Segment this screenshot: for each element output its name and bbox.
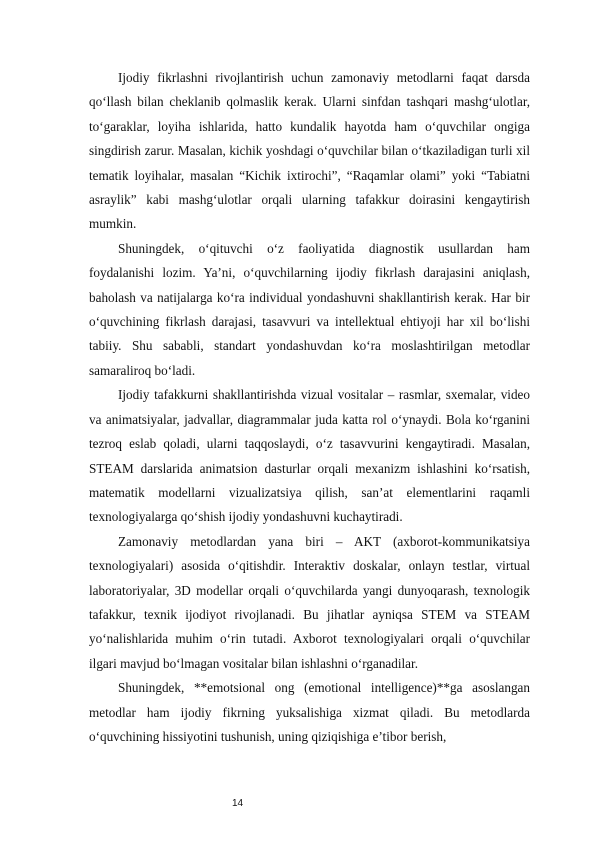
paragraph-1: Ijodiy fikrlashni rivojlantirish uchun zamonaviy metodlarni faqat darsda qo‘llash bilan cheklanib qolmaslik kerak. Ularni sinfdan tashqari mashg‘ulotlar, to‘garaklar, loyiha ishlarida, hatto kundalik hayotda ham o‘quvchilar ongiga singdirish zarur. Masalan, kichik yoshdagi o‘quvchilar bilan o‘tkaziladigan turli xil tematik loyihalar, masalan “Kichik ixtirochi”, “Raqamlar olami” yoki “Tabiatni asraylik” kabi mashg‘ulotlar orqali ularning tafakkur doirasini kengaytirish mumkin. <box>89 70 530 232</box>
paragraph-3: Ijodiy tafakkurni shakllantirishda vizual vositalar – rasmlar, sxemalar, video va animatsiyalar, jadvallar, diagrammalar juda katta rol o‘ynaydi. Bola ko‘rganini tezroq eslab qoladi, ularni taqqoslaydi, o‘z tasavvurini kengaytiradi. Masalan, STEAM darslarida animatsion dasturlar orqali mexanizm ishlashini ko‘rsatish, matematik modellarni vizualizatsiya qilish, san’at elementlarini raqamli texnologiyalarga qo‘shish ijodiy yondashuvni kuchaytiradi. <box>89 387 530 525</box>
paragraph-4: Zamonaviy metodlardan yana biri – AKT (axborot-kommunikatsiya texnologiyalari) asosida o‘qitishdir. Interaktiv doskalar, onlayn testlar, virtual laboratoriyalar, 3D modellar orqali o‘quvchilarda yangi dunyoqarash, texnologik tafakkur, texnik ijodiyot rivojlanadi. Bu jihatlar ayniqsa STEM va STEAM yo‘nalishlarida muhim o‘rin tutadi. Axborot texnologiyalari orqali o‘quvchilar ilgari mavjud bo‘lmagan vositalar bilan ishlashni o‘rganadilar. <box>89 533 530 671</box>
paragraph-2: Shuningdek, o‘qituvchi o‘z faoliyatida diagnostik usullardan ham foydalanishi lozim. Ya’ni, o‘quvchilarning ijodiy fikrlash darajasini aniqlash, baholash va natijalarga ko‘ra individual yondashuvni shakllantirish kerak. Har bir o‘quvchining fikrlash darajasi, tasavvuri va intellektual ehtiyoji har xil bo‘lishi tabiiy. Shu sababli, standart yondashuvdan ko‘ra moslashtirilgan metodlar samaraliroq bo‘ladi. <box>89 240 530 378</box>
paragraph-5: Shuningdek, **emotsional ong (emotional intelligence)**ga asoslangan metodlar ham ijodiy fikrning yuksalishiga xizmat qiladi. Bu metodlarda o‘quvchining hissiyotini tushunish, uning qiziqishiga e’tibor berish, <box>89 680 530 744</box>
document-body <box>89 66 530 749</box>
page-number: 14 <box>232 798 244 809</box>
